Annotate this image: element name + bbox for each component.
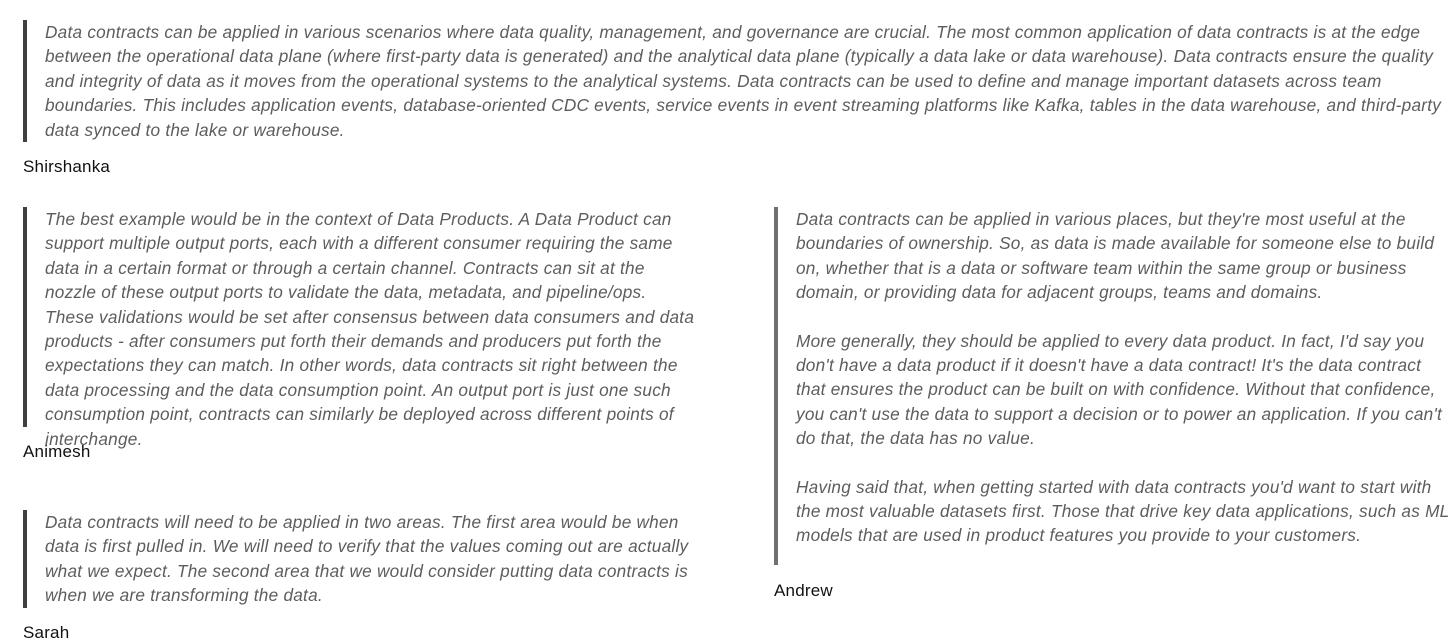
quote-author: Sarah [23,623,70,642]
blockquote [774,207,1450,565]
blockquote [23,510,698,608]
quote-text: Data contracts can be applied in various scenarios where data quality, management, and governance are crucial. The most common application of data contracts is at the edge between the operational data plane (where first-party data is generated) and the analytical data plane (typically a data lake or data warehouse). Data contracts ensure the quality and integrity of data as it moves from the operational systems to the analytical systems. Data contracts can be used to define and manage important datasets across team boundaries. This includes application events, database-oriented CDC events, service events in event streaming platforms like Kafka, tables in the data warehouse, and third-party data synced to the lake or warehouse. [45,22,1442,140]
blockquote [23,20,1448,142]
quote-text: Data contracts will need to be applied in two areas. The first area would be when data is first pulled in. We will need to verify that the values coming out are actually what we expect. The second area that we would consider putting data contracts is when we are transforming the data. [45,512,689,606]
quote-author: Shirshanka [23,157,111,176]
quote-block-shirshanka [23,20,1448,142]
quote-paragraph: More generally, they should be applied to every data product. In fact, I'd say you don't have a data product if it doesn't have a data contract! It's the data contract that ensures the product can be built on with confidence. Without that confidence, you can't use the data to support a decision or to power an application. If you can't do that, the data has no value. [796,330,1443,449]
quote-paragraph: Data contracts can be applied in various places, but they're most useful at the boundaries of ownership. So, as data is made available for someone else to build on, whether that is a data or software team within the same group or business domain, or providing data for adjacent groups, teams and domains. [796,209,1435,303]
quote-block-andrew [774,207,1450,565]
blockquote [23,207,698,449]
quote-block-animesh [23,207,698,449]
quote-author: Andrew [774,581,833,600]
quote-block-sarah [23,510,698,608]
quote-paragraph: Having said that, when getting started with data contracts you'd want to start with the most valuable datasets first. Those that drive key data applications, such as ML models that are used in product features you provide to your customers. [796,476,1450,546]
quote-author: Animesh [23,442,91,461]
quote-text: The best example would be in the context of Data Products. A Data Product can support multiple output ports, each with a different consumer requiring the same data in a certain format or through a certain channel. Contracts can sit at the nozzle of these output ports to validate the data, metadata, and pipeline/ops. These validations would be set after consensus between data consumers and data products - after consumers put forth their demands and producers put forth the expectations they can match. In other words, data contracts sit right between the data processing and the data consumption point. An output port is just one such consumption point, contracts can similarly be deployed across different points of interchange. [45,209,695,449]
